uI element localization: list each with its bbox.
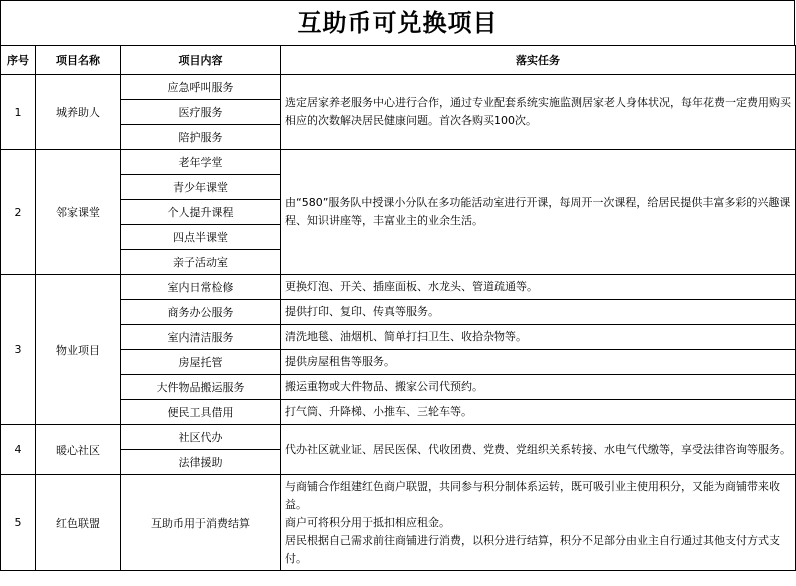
header-name: 项目名称 <box>36 46 121 75</box>
content-cell: 社区代办 <box>121 425 281 450</box>
project-name-cell: 暖心社区 <box>36 425 121 475</box>
content-cell: 大件物品搬运服务 <box>121 375 281 400</box>
header-seq: 序号 <box>1 46 36 75</box>
task-cell: 由“580”服务队中授课小分队在多功能活动室进行开课，每周开一次课程，给居民提供丰富多彩的兴趣课程、知识讲座等，丰富业主的业余生活。 <box>281 150 796 275</box>
table-row <box>1 425 796 450</box>
table-row <box>1 75 796 100</box>
content-cell: 室内清洁服务 <box>121 325 281 350</box>
seq-cell: 1 <box>1 75 36 150</box>
table-row <box>1 475 796 571</box>
task-cell: 代办社区就业证、居民医保、代收团费、党费、党组织关系转接、水电气代缴等，享受法律咨询等服务。 <box>281 425 796 475</box>
project-name-cell: 城养助人 <box>36 75 121 150</box>
content-cell: 四点半课堂 <box>121 225 281 250</box>
table-row <box>1 325 796 350</box>
table-row <box>1 400 796 425</box>
project-name-cell: 红色联盟 <box>36 475 121 571</box>
content-cell: 应急呼叫服务 <box>121 75 281 100</box>
task-cell <box>281 475 796 571</box>
project-name-cell: 邻家课堂 <box>36 150 121 275</box>
task-cell: 提供房屋租售等服务。 <box>281 350 796 375</box>
content-cell: 室内日常检修 <box>121 275 281 300</box>
page-title: 互助币可兑换项目 <box>0 0 795 45</box>
seq-cell: 3 <box>1 275 36 425</box>
task-cell: 清洗地毯、油烟机、简单打扫卫生、收拾杂物等。 <box>281 325 796 350</box>
content-cell: 便民工具借用 <box>121 400 281 425</box>
project-name-cell: 物业项目 <box>36 275 121 425</box>
table-row <box>1 300 796 325</box>
task-cell: 搬运重物或大件物品、搬家公司代预约。 <box>281 375 796 400</box>
content-cell: 亲子活动室 <box>121 250 281 275</box>
header-row <box>1 46 796 75</box>
table-row <box>1 350 796 375</box>
content-cell: 陪护服务 <box>121 125 281 150</box>
seq-cell: 4 <box>1 425 36 475</box>
content-cell: 个人提升课程 <box>121 200 281 225</box>
content-cell: 商务办公服务 <box>121 300 281 325</box>
task-paragraph: 商户可将积分用于抵扣相应租金。 <box>285 515 450 529</box>
header-task: 落实任务 <box>281 46 796 75</box>
project-table <box>0 45 796 571</box>
task-cell: 打气筒、升降梯、小推车、三轮车等。 <box>281 400 796 425</box>
task-cell: 更换灯泡、开关、插座面板、水龙头、管道疏通等。 <box>281 275 796 300</box>
task-paragraph: 居民根据自己需求前往商铺进行消费，以积分进行结算，积分不足部分由业主自行通过其他支付方式支付。 <box>285 533 780 565</box>
content-cell: 医疗服务 <box>121 100 281 125</box>
header-content: 项目内容 <box>121 46 281 75</box>
content-cell: 青少年课堂 <box>121 175 281 200</box>
content-cell: 房屋托管 <box>121 350 281 375</box>
table-row <box>1 150 796 175</box>
task-cell: 选定居家养老服务中心进行合作，通过专业配套系统实施监测居家老人身体状况，每年花费一定费用购买相应的次数解决居民健康问题。首次各购买100次。 <box>281 75 796 150</box>
content-cell: 老年学堂 <box>121 150 281 175</box>
content-cell: 法律援助 <box>121 450 281 475</box>
seq-cell: 5 <box>1 475 36 571</box>
task-paragraph: 与商铺合作组建红色商户联盟，共同参与积分制体系运转，既可吸引业主使用积分，又能为商铺带来收益。 <box>285 479 780 511</box>
seq-cell: 2 <box>1 150 36 275</box>
table-row <box>1 275 796 300</box>
content-cell: 互助币用于消费结算 <box>121 475 281 571</box>
table-row <box>1 375 796 400</box>
task-cell: 提供打印、复印、传真等服务。 <box>281 300 796 325</box>
